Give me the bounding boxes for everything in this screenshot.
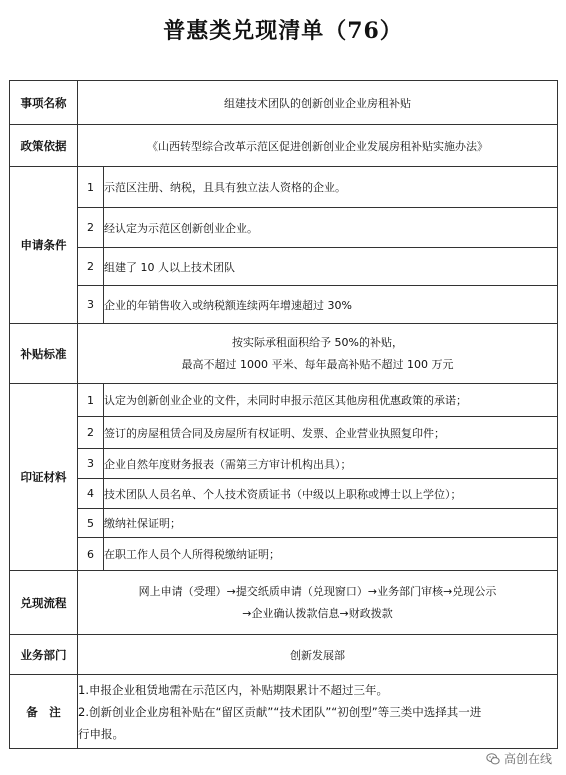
material-row bbox=[10, 509, 558, 538]
process-line-2: →企业确认拨款信息→财政拨款 bbox=[242, 606, 393, 620]
material-text: 企业自然年度财务报表（需第三方审计机构出具）； bbox=[104, 449, 558, 479]
watermark bbox=[486, 750, 552, 767]
notes-line-2: 2.创新创业企业房租补贴在“留区贡献”“技术团队”“初创型”等三类中选择其一进 bbox=[78, 704, 482, 719]
material-text: 缴纳社保证明； bbox=[104, 509, 558, 538]
value-notes bbox=[78, 675, 558, 749]
material-num: 5 bbox=[78, 509, 104, 538]
material-num: 1 bbox=[78, 384, 104, 417]
material-text: 在职工作人员个人所得税缴纳证明； bbox=[104, 538, 558, 571]
policy-table bbox=[9, 80, 558, 749]
material-text: 认定为创新创业企业的文件，未同时申报示范区其他房租优惠政策的承诺； bbox=[104, 384, 558, 417]
watermark-text: 高创在线 bbox=[503, 752, 552, 766]
label-process: 兑现流程 bbox=[10, 571, 78, 635]
material-text: 签订的房屋租赁合同及房屋所有权证明、发票、企业营业执照复印件； bbox=[104, 417, 558, 449]
condition-num: 2 bbox=[78, 208, 104, 248]
material-num: 6 bbox=[78, 538, 104, 571]
value-item-name: 组建技术团队的创新创业企业房租补贴 bbox=[78, 81, 558, 125]
material-num: 4 bbox=[78, 479, 104, 509]
condition-row bbox=[10, 286, 558, 324]
material-row bbox=[10, 479, 558, 509]
material-row bbox=[10, 538, 558, 571]
condition-num: 2 bbox=[78, 248, 104, 286]
value-process bbox=[78, 571, 558, 635]
row-item-name bbox=[10, 81, 558, 125]
row-policy-basis bbox=[10, 125, 558, 167]
row-department bbox=[10, 635, 558, 675]
condition-text: 示范区注册、纳税，且具有独立法人资格的企业。 bbox=[104, 167, 558, 208]
condition-row bbox=[10, 248, 558, 286]
row-notes bbox=[10, 675, 558, 749]
label-notes: 备 注 bbox=[10, 675, 78, 749]
value-subsidy-standard bbox=[78, 324, 558, 384]
material-num: 2 bbox=[78, 417, 104, 449]
condition-text: 经认定为示范区创新创业企业。 bbox=[104, 208, 558, 248]
label-materials: 印证材料 bbox=[10, 384, 78, 571]
wechat-icon bbox=[486, 752, 500, 766]
material-row bbox=[10, 384, 558, 417]
label-subsidy-standard: 补贴标准 bbox=[10, 324, 78, 384]
condition-num: 3 bbox=[78, 286, 104, 324]
material-num: 3 bbox=[78, 449, 104, 479]
row-subsidy-standard bbox=[10, 324, 558, 384]
notes-line-3: 行申报。 bbox=[78, 726, 124, 741]
notes-line-1: 1.申报企业租赁地需在示范区内，补贴期限累计不超过三年。 bbox=[78, 682, 388, 697]
page-title: 普惠类兑现清单（76） bbox=[163, 18, 403, 44]
condition-row bbox=[10, 167, 558, 208]
condition-text: 组建了 10 人以上技术团队 bbox=[104, 248, 558, 286]
value-policy-basis: 《山西转型综合改革示范区促进创新创业企业发展房租补贴实施办法》 bbox=[78, 125, 558, 167]
value-department: 创新发展部 bbox=[78, 635, 558, 675]
condition-text: 企业的年销售收入或纳税额连续两年增速超过 30% bbox=[104, 286, 558, 324]
subsidy-line-2: 最高不超过 1000 平米、每年最高补贴不超过 100 万元 bbox=[181, 357, 454, 371]
process-line-1: 网上申请（受理）→提交纸质申请（兑现窗口）→业务部门审核→兑现公示 bbox=[138, 584, 497, 598]
label-department: 业务部门 bbox=[10, 635, 78, 675]
row-process bbox=[10, 571, 558, 635]
material-row bbox=[10, 417, 558, 449]
label-item-name: 事项名称 bbox=[10, 81, 78, 125]
subsidy-line-1: 按实际承租面积给予 50%的补贴， bbox=[232, 335, 403, 349]
condition-row bbox=[10, 208, 558, 248]
material-row bbox=[10, 449, 558, 479]
label-conditions: 申请条件 bbox=[10, 167, 78, 324]
condition-num: 1 bbox=[78, 167, 104, 208]
label-policy-basis: 政策依据 bbox=[10, 125, 78, 167]
material-text: 技术团队人员名单、个人技术资质证书（中级以上职称或博士以上学位）； bbox=[104, 479, 558, 509]
